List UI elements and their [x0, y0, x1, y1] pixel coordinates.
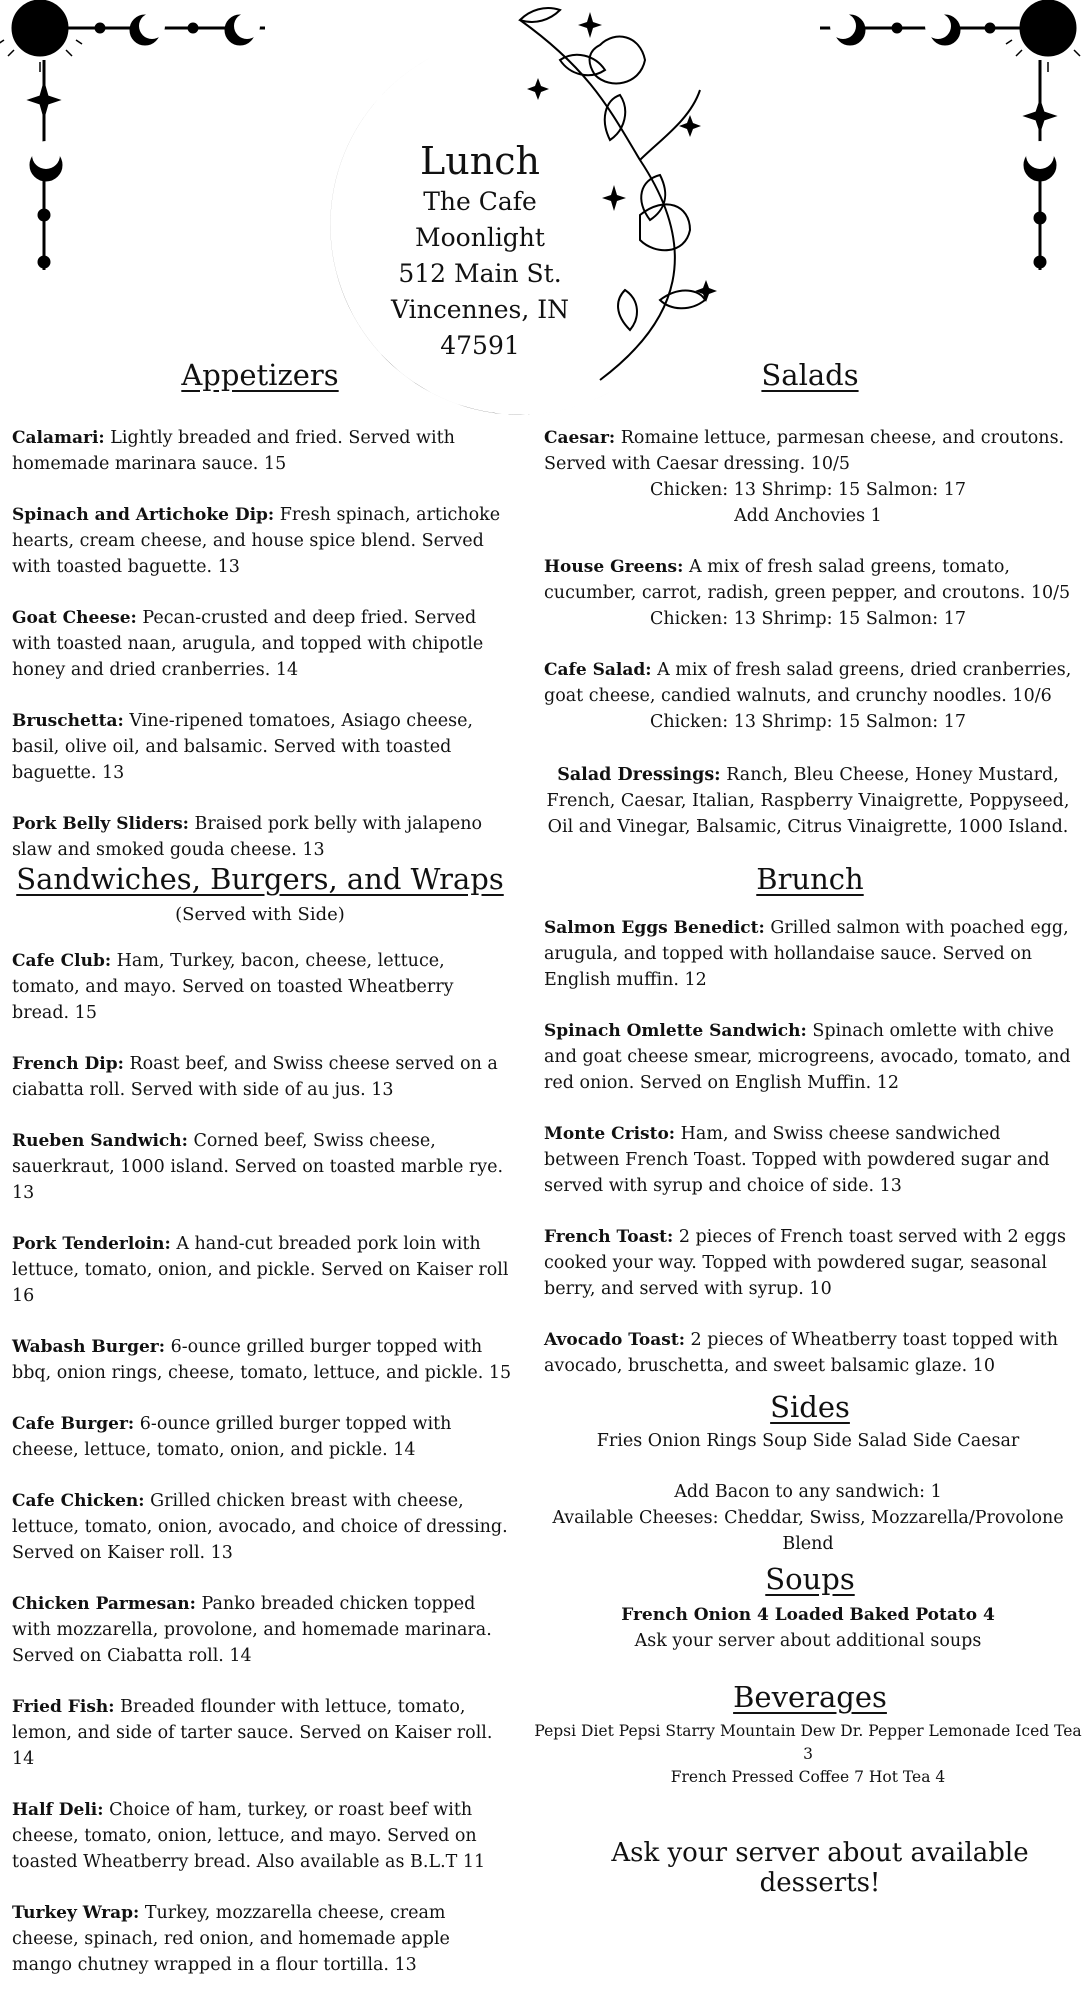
menu-item-description: A hand-cut breaded pork loin with lettuce, tomato, onion, and pickle. Served on Kaiser roll 16	[12, 1234, 509, 1306]
salads-title: Salads	[761, 358, 859, 392]
soups-list: French Onion 4 Loaded Baked Potato 4	[621, 1605, 995, 1625]
menu-item-description: Panko breaded chicken topped with mozzarella, provolone, and homemade marinara. Served on Ciabatta roll. 14	[12, 1594, 492, 1666]
menu-item	[12, 1694, 512, 1772]
menu-item	[12, 1411, 512, 1463]
beverages-line-1: Pepsi Diet Pepsi Starry Mountain Dew Dr. Pepper Lemonade Iced Tea 3	[534, 1722, 1082, 1763]
menu-item-name: Calamari:	[12, 428, 105, 448]
available-cheeses: Available Cheeses: Cheddar, Swiss, Mozzarella/Provolone Blend	[552, 1508, 1064, 1554]
menu-item-description: Romaine lettuce, parmesan cheese, and croutons. Served with Caesar dressing. 10/5	[544, 428, 1065, 474]
menu-item-name: Cafe Club:	[12, 951, 112, 971]
sun-icon	[1020, 0, 1076, 56]
menu-item-name: Spinach Omlette Sandwich:	[544, 1021, 807, 1041]
brunch-list	[544, 915, 1072, 1404]
menu-item-description: 2 pieces of French toast served with 2 eggs cooked your way. Topped with powdered sugar, seasonal berry, and served with syrup. 10	[544, 1227, 1066, 1299]
menu-item-description: Spinach omlette with chive and goat cheese smear, microgreens, avocado, tomato, and red onion. Served on English Muffin. 12	[544, 1021, 1071, 1093]
menu-item-description: Grilled salmon with poached egg, arugula, and topped with hollandaise sauce. Served on English muffin. 12	[544, 918, 1069, 990]
star-icon	[527, 78, 549, 100]
soups-note: Ask your server about additional soups	[634, 1631, 982, 1651]
menu-item-name: Turkey Wrap:	[12, 1903, 140, 1923]
menu-item-description: Ham, and Swiss cheese sandwiched between French Toast. Topped with powdered sugar and served with syrup and choice of side. 13	[544, 1124, 1050, 1196]
menu-item	[544, 1224, 1072, 1302]
menu-item-name: Rueben Sandwich:	[12, 1131, 188, 1151]
menu-item-description: 6-ounce grilled burger topped with cheese, lettuce, tomato, onion, and pickle. 14	[12, 1414, 452, 1460]
menu-item-name: Chicken Parmesan:	[12, 1594, 196, 1614]
star-icon	[578, 12, 602, 38]
sides-title: Sides	[770, 1390, 850, 1424]
menu-header	[360, 138, 600, 364]
menu-item-name: Goat Cheese:	[12, 608, 137, 628]
menu-item-description: Lightly breaded and fried. Served with homemade marinara sauce. 15	[12, 428, 455, 474]
menu-item-description: Fresh spinach, artichoke hearts, cream cheese, and house spice blend. Served with toasted baguette. 13	[12, 505, 501, 577]
menu-item-addon: Chicken: 13 Shrimp: 15 Salmon: 17	[649, 480, 967, 500]
beverages-section	[530, 1720, 1086, 1789]
menu-item	[12, 605, 512, 683]
menu-item-name: Monte Cristo:	[544, 1124, 676, 1144]
address-zip: 47591	[440, 331, 520, 360]
menu-item-name: Pork Tenderloin:	[12, 1234, 171, 1254]
salads-list	[544, 425, 1072, 760]
menu-item	[12, 1488, 512, 1566]
menu-item	[544, 1018, 1072, 1096]
left-corner-ornament	[0, 0, 265, 270]
star-icon	[28, 82, 60, 118]
brunch-title: Brunch	[756, 862, 864, 896]
menu-item	[544, 915, 1072, 993]
menu-item	[12, 1900, 512, 1978]
menu-item-name: French Toast:	[544, 1227, 674, 1247]
star-icon	[1024, 100, 1056, 132]
menu-item-addon: Chicken: 13 Shrimp: 15 Salmon: 17	[649, 712, 967, 732]
menu-item-name: Avocado Toast:	[544, 1330, 685, 1350]
right-corner-ornament	[820, 0, 1080, 270]
menu-item-description: 6-ounce grilled burger topped with bbq, onion rings, cheese, tomato, lettuce, and pickle. 15	[12, 1337, 512, 1383]
menu-title: Lunch	[420, 139, 540, 183]
menu-item-description: Breaded flounder with lettuce, tomato, lemon, and side of tarter sauce. Served on Kaiser roll. 14	[12, 1697, 493, 1769]
menu-item-description: Ham, Turkey, bacon, cheese, lettuce, tomato, and mayo. Served on toasted Wheatberry bread. 15	[12, 951, 454, 1023]
menu-item-description: Choice of ham, turkey, or roast beef with cheese, tomato, onion, lettuce, and mayo. Served on toasted Wheatberry bread. Also available as B.L.T 11	[12, 1800, 486, 1872]
menu-item-description: 2 pieces of Wheatberry toast topped with avocado, bruschetta, and sweet balsamic glaze. 10	[544, 1330, 1059, 1376]
menu-item-description: Grilled chicken breast with cheese, lettuce, tomato, onion, avocado, and choice of dressing. Served on Kaiser roll. 13	[12, 1491, 508, 1563]
menu-item	[12, 948, 512, 1026]
sandwiches-subtitle: (Served with Side)	[175, 904, 345, 925]
star-icon	[695, 280, 717, 302]
sun-icon	[12, 0, 68, 56]
menu-item-name: Caesar:	[544, 428, 616, 448]
salad-dressings-list: Ranch, Bleu Cheese, Honey Mustard, French, Caesar, Italian, Raspberry Vinaigrette, Poppyseed, Oil and Vinegar, Balsamic, Citrus Vinaigrette, 1000 Island.	[546, 765, 1070, 837]
menu-item	[12, 502, 512, 580]
menu-item-name: Wabash Burger:	[12, 1337, 165, 1357]
menu-item	[12, 1051, 512, 1103]
menu-item-description: A mix of fresh salad greens, dried cranberries, goat cheese, candied walnuts, and crunchy noodles. 10/6	[544, 660, 1072, 706]
menu-item-description: A mix of fresh salad greens, tomato, cucumber, carrot, radish, green pepper, and croutons. 10/5	[544, 557, 1071, 603]
appetizers-title: Appetizers	[181, 358, 339, 392]
menu-item	[12, 1128, 512, 1206]
add-bacon-note: Add Bacon to any sandwich: 1	[674, 1482, 942, 1502]
menu-item	[12, 1231, 512, 1309]
menu-item	[12, 1591, 512, 1669]
menu-item-name: Half Deli:	[12, 1800, 104, 1820]
address-city: Vincennes, IN	[391, 295, 569, 324]
beverages-line-2: French Pressed Coffee 7 Hot Tea 4	[670, 1768, 946, 1786]
menu-item-description: Corned beef, Swiss cheese, sauerkraut, 1000 island. Served on toasted marble rye. 13	[12, 1131, 504, 1203]
menu-item-name: Cafe Chicken:	[12, 1491, 145, 1511]
sides-list: Fries Onion Rings Soup Side Salad Side Caesar	[596, 1431, 1020, 1451]
menu-item-name: Bruschetta:	[12, 711, 124, 731]
menu-item	[544, 657, 1072, 735]
menu-item-description: Roast beef, and Swiss cheese served on a ciabatta roll. Served with side of au jus. 13	[12, 1054, 498, 1100]
sandwiches-title: Sandwiches, Burgers, and Wraps	[16, 862, 504, 896]
menu-item-description: Braised pork belly with jalapeno slaw and smoked gouda cheese. 13	[12, 814, 483, 860]
menu-item-name: Fried Fish:	[12, 1697, 115, 1717]
menu-item-name: Salmon Eggs Benedict:	[544, 918, 765, 938]
soups-title: Soups	[765, 1562, 855, 1596]
menu-item-name: Cafe Burger:	[12, 1414, 135, 1434]
menu-item	[12, 811, 512, 863]
menu-item-description: Vine-ripened tomatoes, Asiago cheese, basil, olive oil, and balsamic. Served with toasted baguette. 13	[12, 711, 473, 783]
menu-item-name: House Greens:	[544, 557, 684, 577]
sandwiches-list	[12, 948, 512, 2003]
salad-dressings	[544, 762, 1072, 840]
menu-item	[544, 1121, 1072, 1199]
menu-item-addon: Chicken: 13 Shrimp: 15 Salmon: 17	[649, 609, 967, 629]
menu-item-name: Pork Belly Sliders:	[12, 814, 189, 834]
menu-item	[12, 1797, 512, 1875]
menu-item	[12, 425, 512, 477]
menu-item-name: Spinach and Artichoke Dip:	[12, 505, 275, 525]
menu-item-addon: Add Anchovies 1	[734, 506, 882, 526]
menu-item	[12, 708, 512, 786]
desserts-note: Ask your server about available desserts!	[611, 1838, 1029, 1898]
menu-item-name: Cafe Salad:	[544, 660, 652, 680]
cafe-name: The Cafe Moonlight	[415, 187, 545, 252]
menu-item	[12, 1334, 512, 1386]
menu-item-description: Pecan-crusted and deep fried. Served with toasted naan, arugula, and topped with chipotle honey and dried cranberries. 14	[12, 608, 484, 680]
salad-dressings-label: Salad Dressings:	[557, 765, 721, 785]
menu-item	[544, 1327, 1072, 1379]
soups-section	[544, 1602, 1072, 1654]
beverages-title: Beverages	[733, 1680, 887, 1714]
menu-item-description: Turkey, mozzarella cheese, cream cheese, spinach, red onion, and homemade apple mango chutney wrapped in a flour tortilla. 13	[12, 1903, 450, 1975]
star-icon	[602, 185, 626, 211]
menu-item	[544, 425, 1072, 529]
appetizers-list	[12, 425, 512, 888]
menu-item-name: French Dip:	[12, 1054, 124, 1074]
menu-item	[544, 554, 1072, 632]
sides-section	[544, 1428, 1072, 1557]
address-street: 512 Main St.	[398, 259, 562, 288]
